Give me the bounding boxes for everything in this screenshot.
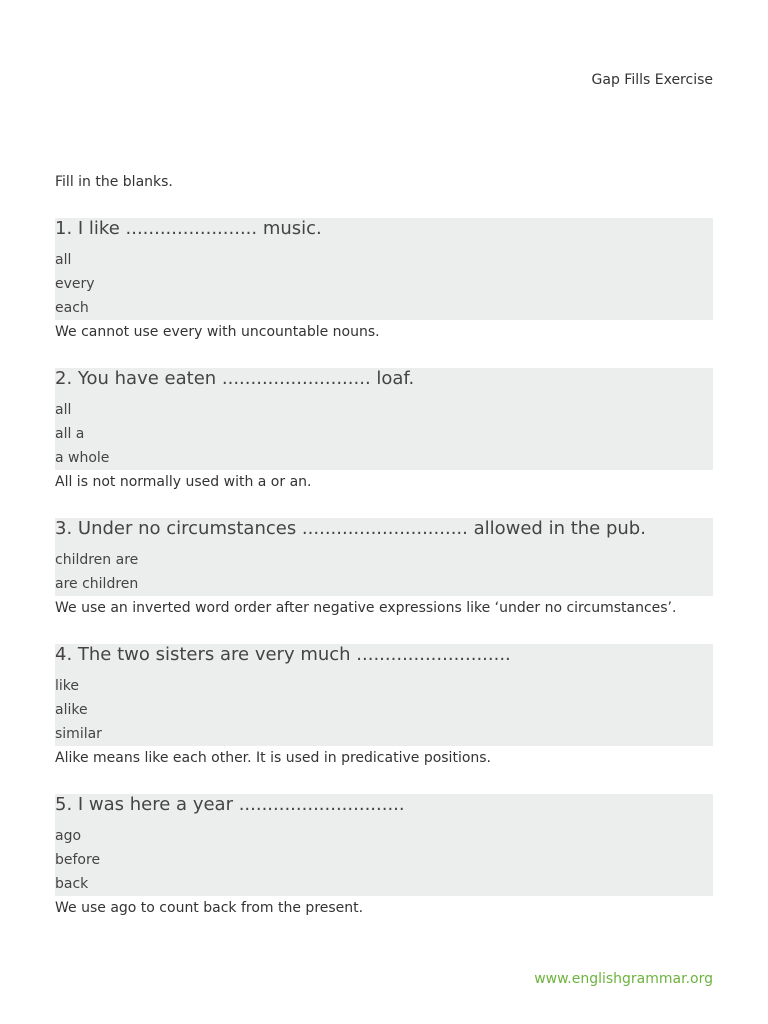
page-title: Gap Fills Exercise [591,72,713,88]
question-box [55,644,713,746]
website-link[interactable]: www.englishgrammar.org [534,971,713,987]
question-2 [55,368,713,494]
question-5 [55,794,713,920]
question-text: 2. You have eaten .......................... loaf. [55,368,415,389]
answer-option[interactable]: every [55,276,95,292]
question-box [55,218,713,320]
question-text: 5. I was here a year ............................. [55,794,405,815]
question-1 [55,218,713,344]
explanation-text: We use an inverted word order after negative expressions like ‘under no circumstances’. [55,600,677,616]
question-box [55,518,713,596]
answer-option[interactable]: are children [55,576,139,592]
answer-option[interactable]: a whole [55,450,110,466]
question-text: 3. Under no circumstances ............................. allowed in the pub. [55,518,646,539]
question-text: 1. I like ....................... music. [55,218,322,239]
answer-option[interactable]: similar [55,726,102,742]
question-box [55,368,713,470]
answer-option[interactable]: like [55,678,80,694]
explanation-text: We cannot use every with uncountable nouns. [55,324,380,340]
answer-option[interactable]: before [55,852,101,868]
explanation-text: All is not normally used with a or an. [55,474,312,490]
explanation-text: We use ago to count back from the present. [55,900,364,916]
answer-option[interactable]: children are [55,552,139,568]
explanation-text: Alike means like each other. It is used in predicative positions. [55,750,492,766]
answer-option[interactable]: all a [55,426,85,442]
question-text: 4. The two sisters are very much ........................... [55,644,511,665]
answer-option[interactable]: each [55,300,89,316]
questions-list [55,218,713,944]
instruction-text: Fill in the blanks. [55,174,173,190]
question-box [55,794,713,896]
answer-option[interactable]: alike [55,702,88,718]
question-3 [55,518,713,620]
question-4 [55,644,713,770]
answer-option[interactable]: back [55,876,89,892]
answer-option[interactable]: all [55,402,72,418]
answer-option[interactable]: ago [55,828,82,844]
answer-option[interactable]: all [55,252,72,268]
